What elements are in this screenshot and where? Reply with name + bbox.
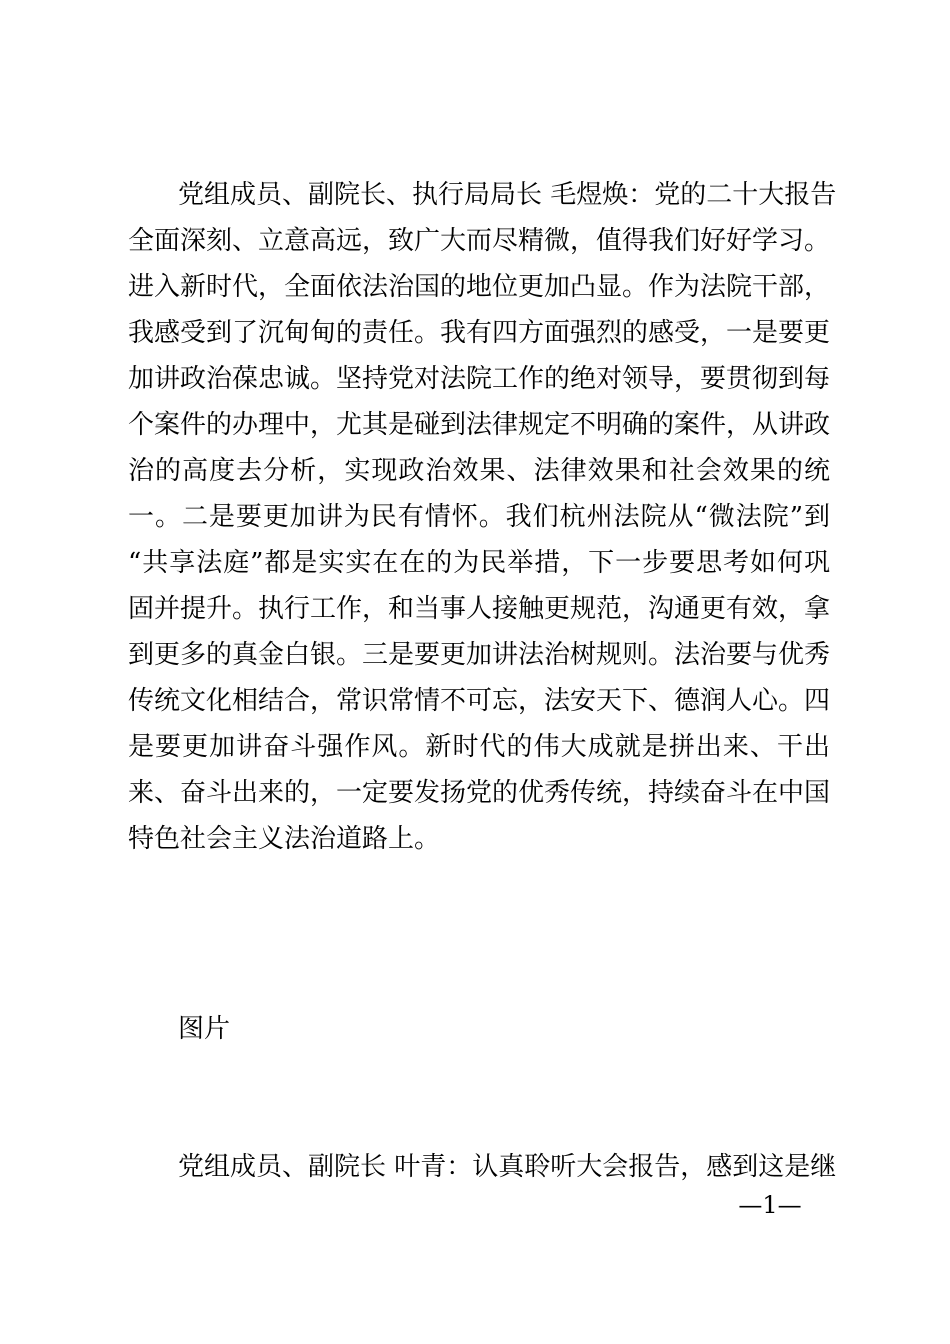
paragraph-1-line-8: 一。二是要更加讲为民有情怀。我们杭州法院从“微法院”到 [128,502,830,532]
paragraph-1-line-15: 特色社会主义法治道路上。 [128,824,441,854]
paragraph-2-line-1: 党组成员、副院长 叶青：认真聆听大会报告，感到这是继 [178,1152,837,1182]
paragraph-1-line-9: “共享法庭”都是实实在在的为民举措，下一步要思考如何巩 [128,548,830,578]
paragraph-1-line-7: 治的高度去分析，实现政治效果、法律效果和社会效果的统 [128,456,830,486]
paragraph-1-line-12: 传统文化相结合，常识常情不可忘，法安天下、德润人心。四 [128,686,831,716]
paragraph-1-line-5: 加讲政治葆忠诚。坚持党对法院工作的绝对领导，要贯彻到每 [128,364,831,394]
paragraph-1-line-4: 我感受到了沉甸甸的责任。我有四方面强烈的感受，一是要更 [128,318,831,348]
paragraph-1-line-10: 固并提升。执行工作，和当事人接触更规范，沟通更有效，拿 [128,594,831,624]
paragraph-1-line-11: 到更多的真金白银。三是要更加讲法治树规则。法治要与优秀 [128,640,831,670]
paragraph-1-line-14: 来、奋斗出来的，一定要发扬党的优秀传统，持续奋斗在中国 [128,778,831,808]
paragraph-1-line-2: 全面深刻、立意高远，致广大而尽精微，值得我们好好学习。 [128,226,831,256]
image-caption: 图片 [178,1014,231,1044]
paragraph-1-line-1: 党组成员、副院长、执行局局长 毛煜焕：党的二十大报告 [178,180,837,210]
paragraph-1-line-13: 是要更加讲奋斗强作风。新时代的伟大成就是拼出来、干出 [128,732,830,762]
paragraph-1-line-6: 个案件的办理中，尤其是碰到法律规定不明确的案件，从讲政 [128,410,831,440]
page-number: —1— [738,1191,802,1219]
paragraph-1-line-3: 进入新时代，全面依法治国的地位更加凸显。作为法院干部， [128,272,831,302]
